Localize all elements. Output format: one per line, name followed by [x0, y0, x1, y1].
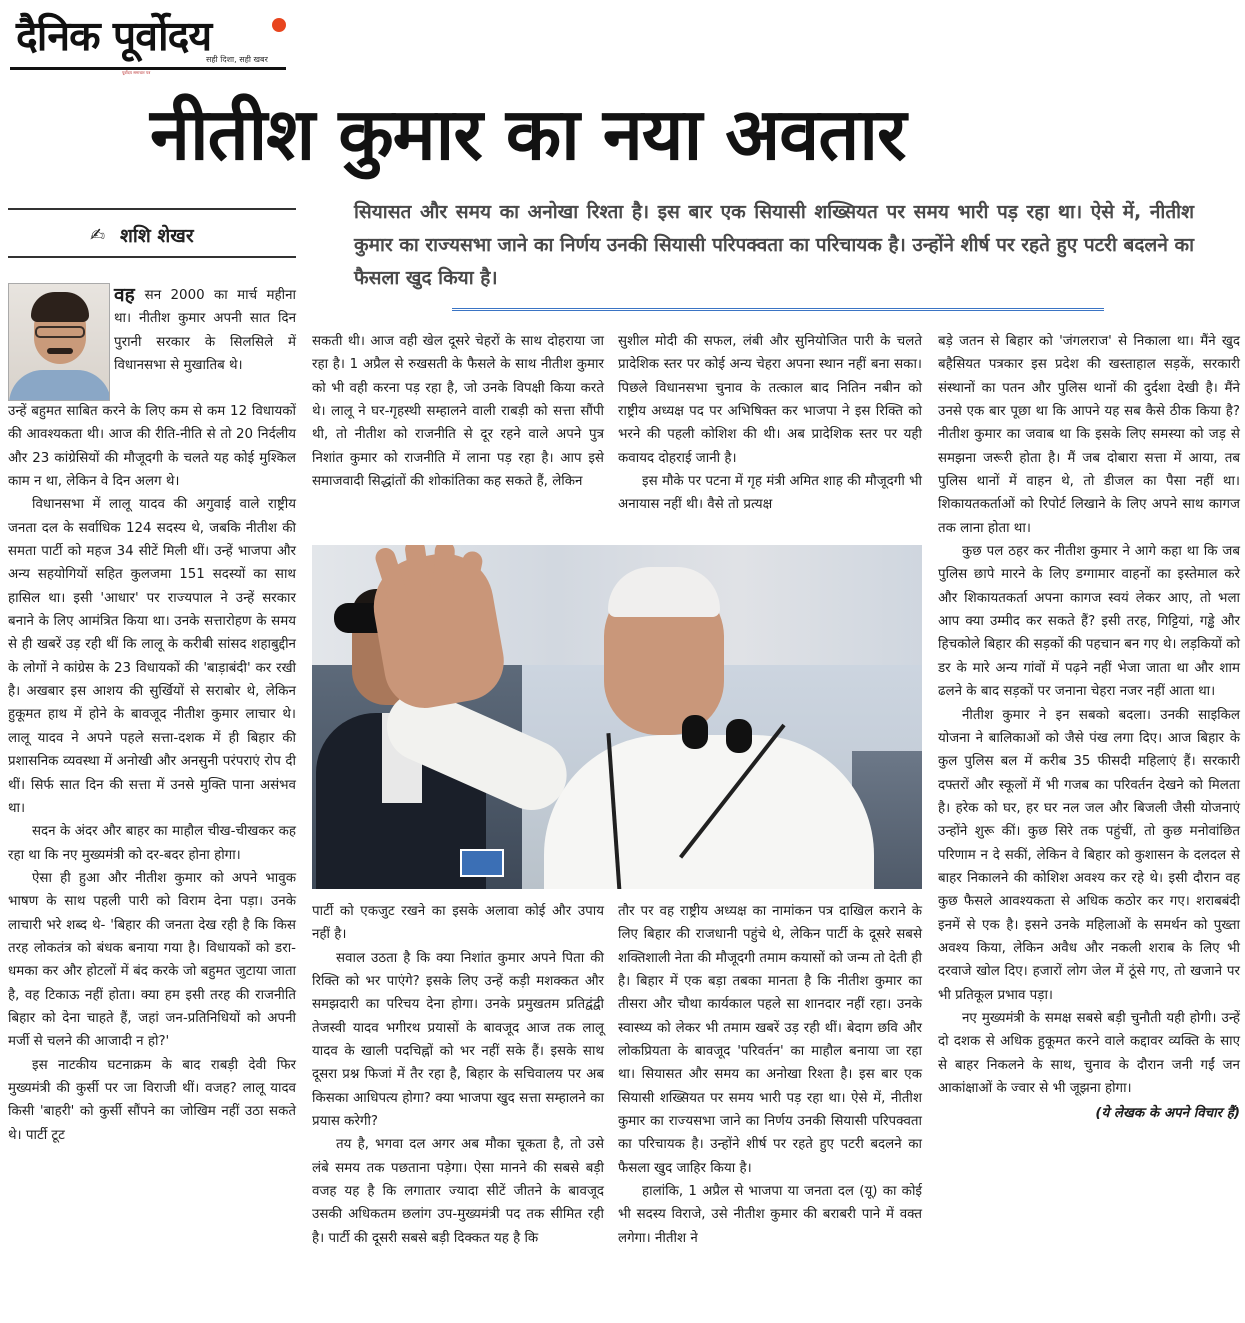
paragraph: तय है, भगवा दल अगर अब मौका चूकता है, तो उसे लंबे समय तक पछताना पड़ेगा। ऐसा मानने की सबसे बड़ी वजह यह है कि लगातार ज्यादा सीटें जीतने के बावजूद उसकी अधिकतम छलांग उप-मुख्यमंत्री पद तक सीमित रही है। पार्टी की दूसरी सबसे बड़ी दिक्कत यह है कि: [312, 1137, 604, 1246]
column-1-lead: [114, 284, 296, 377]
masthead: [10, 8, 286, 74]
paragraph: सदन के अंदर और बाहर का माहौल चीख-चीखकर कह रहा था कि नए मुख्यमंत्री को दर-बदर होना होगा।: [8, 824, 296, 863]
paragraph: विधानसभा में लालू यादव की अगुवाई वाले राष्ट्रीय जनता दल के सर्वाधिक 124 सदस्य थे, जबकि नीतीश की समता पार्टी को महज 34 सीटें मिली थीं। उन्हें भाजपा और अन्य सहयोगियों सहित कुलजमा 151 सदस्यों का साथ हासिल था। इसी 'आधार' पर राज्यपाल ने उन्हें सरकार बनाने के लिए आमंत्रित किया था। उनके सत्तारोहण के समय से ही खबरें उड़ रही थीं कि लालू के करीबी सांसद शहाबुद्दीन के लोगों ने कांग्रेस के 23 विधायकों की 'बाड़ाबंदी' कर रखी है। अखबार इस आशय की सुर्खियों से सराबोर थे, लेकिन हुकूमत हाथ में होने के बावजूद नीतीश कुमार लाचार थे। लालू यादव ने अपने पहले सत्ता-दशक में ही बिहार की प्रशासनिक व्यवस्था में अनोखी और अनसुनी परंपराएं रोप दी थीं। सिर्फ सात दिन की सत्ता में उनसे मुक्ति पाना असंभव था।: [8, 497, 296, 816]
paragraph: उन्हें बहुमत साबित करने के लिए कम से कम 12 विधायकों की आवश्यकता थी। आज की रीति-नीति से तो 20 निर्दलीय और 23 कांग्रेसियों की मौजूदगी के चलते यह कोई मुश्किल काम न था, लेकिन वे दिन अलग थे।: [8, 404, 296, 490]
paragraph: नीतीश कुमार ने इन सबको बदला। उनकी साइकिल योजना ने बालिकाओं को जैसे पंख लगा दिए। आज बिहार के कुल पुलिस बल में करीब 35 फीसदी महिलाएं हैं। सरकारी दफ्तरों और स्कूलों में भी गजब का परिवर्तन देखने को मिलता है। हरेक को घर, हर घर नल जल और बिजली जैसी योजनाएं उन्होंने शुरू कीं। कुछ सिरे तक पहुंचीं, तो कुछ मनोवांछित परिणाम न दे सकीं, लेकिन वे बिहार को कुशासन के दलदल से बाहर निकालने की कोशिश अवश्य कर रहे थे। इसी दौरान वह कुछ फैसले आवश्यकता से अधिक कठोर कर गए। शराबबंदी इनमें से एक है। इसने उनके महिलाओं के समर्थन को पुख्ता अवश्य किया, लेकिन अवैध और नकली शराब के लिए भी दरवाजे खोल दिए। हजारों लोग जेल में ठूंसे गए, तो खजाने पर भी प्रतिकूल प्रभाव पड़ा।: [938, 707, 1240, 1003]
lead-word: वह: [114, 284, 135, 306]
headline: नीतीश कुमार का नया अवतार: [150, 92, 906, 176]
standfirst-rule: [452, 308, 1104, 311]
paragraph: इस नाटकीय घटनाक्रम के बाद राबड़ी देवी फिर मुख्यमंत्री की कुर्सी पर जा विराजी थीं। वजह? लालू यादव किसी 'बाहरी' को कुर्सी सौंपने का जोखिम नहीं उठा सकते थे। पार्टी टूट: [8, 1057, 296, 1143]
photo-microphone: [726, 719, 752, 753]
photo-microphone: [682, 715, 708, 749]
paragraph: इस मौके पर पटना में गृह मंत्री अमित शाह की मौजूदगी भी अनायास नहीं थी। वैसे तो प्रत्यक्ष: [618, 474, 922, 513]
newspaper-tagline: सही दिशा, सही खबर: [206, 55, 268, 64]
paragraph: ऐसा ही हुआ और नीतीश कुमार को अपने भावुक भाषण के साथ पहली पारी को विराम देना पड़ा। उनके लाचारी भरे शब्द थे- 'बिहार की जनता देख रही है कि किस तरह लोकतंत्र को बंधक बनाया गया है। विधायकों को डरा-धमका कर और होटलों में बंद करके जो बहुमत जुटाया जाता है, वह टिकाऊ नहीं होता। क्या हम इसी तरह की राजनीति बिहार को देना चाहते हैं, जहां जन-प्रतिनिधियों को अपनी मर्जी से चलने की आजादी न हो?': [8, 870, 296, 1050]
paragraph: सकती थी। आज वही खेल दूसरे चेहरों के साथ दोहराया जा रहा है। 1 अप्रैल से रुखसती के फैसले के साथ नीतीश कुमार को भी वही करना पड़ रहा है, जो उनके विपक्षी किया करते थे। लालू ने घर-गृहस्थी सम्हालने वाली राबड़ी को सत्ता सौंपी थी, तो नीतीश को राजनीति से दूर रहने वाले अपने पुत्र निशांत कुमार को राजनीति में लाना पड़ रहा है। आप इसे समाजवादी सिद्धांतों की शोकांतिका कह सकते हैं, लेकिन: [312, 334, 604, 490]
author-mustache: [47, 348, 73, 354]
paragraph: कुछ पल ठहर कर नीतीश कुमार ने आगे कहा था कि जब पुलिस छापे मारने के लिए डग्गामार वाहनों का इस्तेमाल करे और शिकायतकर्ता अपना कागज स्वयं लेकर आए, तो भला आप क्या उम्मीद कर सकते हैं? इसी तरह, गिट्टियां, गड्ढे और हिचकोले बिहार की सड़कों की पहचान बन गए थे। लड़कियों को डर के मारे अन्य गांवों में पढ़ने नहीं भेजा जाता था और शाम ढलने के बाद सड़कों पर जनाना चेहरा नजर नहीं आता था।: [938, 544, 1240, 700]
paragraph: सुशील मोदी की सफल, लंबी और सुनियोजित पारी के चलते प्रादेशिक स्तर पर कोई अन्य चेहरा अपना स्थान नहीं बना सका। पिछले विधानसभा चुनाव के तत्काल बाद नितिन नबीन को राष्ट्रीय अध्यक्ष पद पर अभिषिक्त कर भाजपा ने इस रिक्ति को भरने की पहली कोशिश की थी। अब प्रादेशिक स्तर पर यही कवायद दोहराई जानी है।: [618, 334, 922, 466]
lead-paragraph: [114, 284, 296, 377]
paragraph: सवाल उठता है कि क्या निशांत कुमार अपने पिता की रिक्ति को भर पाएंगे? इसके लिए उन्हें कड़ी मशक्कत और समझदारी का परिचय देना होगा। उनके प्रमुखतम प्रतिद्वंद्वी तेजस्वी यादव भगीरथ प्रयासों के बावजूद आज तक लालू यादव के खाली पदचिह्नों को भर नहीं सके हैं। इसके साथ दूसरा प्रश्न फिजां में तैर रहा है, बिहार के सचिवालय पर अब किसका आधिपत्य होगा? क्या भाजपा खुद सत्ता सम्हालने का प्रयास करेगी?: [312, 950, 604, 1130]
lead-text: सन 2000 का मार्च महीना था। नीतीश कुमार अपनी सात दिन पुरानी सरकार के सिलसिले में विधानसभा से मुखातिब थे।: [114, 288, 296, 374]
column-2-bottom: [312, 900, 604, 1250]
paragraph: पार्टी को एकजुट रखने का इसके अलावा कोई और उपाय नहीं है।: [312, 904, 604, 943]
paragraph: बड़े जतन से बिहार को 'जंगलराज' से निकाला था। मैंने खुद बहैसियत पत्रकार इस प्रदेश की खस्ताहाल सड़कें, सरकारी संस्थानों का पतन और पुलिस थानों की दुर्दशा देखी है। मैंने उनसे एक बार पूछा था कि आपने यह सब कैसे ठीक किया है? नीतीश कुमार का जवाब था कि इसके लिए समस्या को जड़ से समझना जरूरी होता है। मैं जब दोबारा सत्ता में आया, तब पुलिस थानों में वाहन थे, तो डीजल का पैसा नहीं था। शिकायतकर्ताओं को रिपोर्ट लिखाने के लिए अपने साथ कागज तक लाना होता था।: [938, 334, 1240, 536]
closing-note: (ये लेखक के अपने विचार हैं): [1095, 1106, 1240, 1122]
column-3-bottom: [618, 900, 922, 1250]
photo-badge: [460, 849, 504, 877]
paragraph: नए मुख्यमंत्री के समक्ष सबसे बड़ी चुनौती यही होगी। उन्हें दो दशक से अधिक हुकूमत करने वाले कद्दावर व्यक्ति के साए से बाहर निकलने के साथ, चुनाव के दौरान जनी गईं जन आकांक्षाओं के ज्वार से भी जूझना होगा।: [938, 1010, 1240, 1096]
column-3-top: [618, 330, 922, 517]
logo-dot: [272, 18, 286, 32]
main-photo: [312, 545, 922, 889]
photo-speaker-body: [544, 735, 874, 889]
masthead-fine-print: पूर्वोदय समाचार पत्र: [122, 70, 151, 75]
paragraph: हालांकि, 1 अप्रैल से भाजपा या जनता दल (यू) का कोई भी सदस्य विराजे, उसे नीतीश कुमार की बराबरी पाने में वक्त लगेगा। नीतीश ने: [618, 1184, 922, 1246]
newspaper-logo: दैनिक पूर्वोदय: [16, 12, 212, 60]
byline: [8, 208, 296, 258]
standfirst: सियासत और समय का अनोखा रिश्ता है। इस बार एक सियासी शख्सियत पर समय भारी पड़ रहा था। ऐसे में, नीतीश कुमार का राज्यसभा जाने का निर्णय उनकी सियासी परिपक्वता का परिचायक है। उन्होंने शीर्ष पर रहते हुए पटरी बदलने का फैसला खुद किया है।: [354, 201, 1194, 289]
author-name: शशि शेखर: [120, 225, 194, 247]
pen-icon: ✍: [90, 225, 106, 246]
paragraph: तौर पर वह राष्ट्रीय अध्यक्ष का नामांकन पत्र दाखिल कराने के लिए बिहार की राजधानी पहुंचे थे, लेकिन पार्टी के दूसरे सबसे शक्तिशाली नेता की मौजूदगी तमाम कयासों को जन्म तो देती ही है। बिहार में एक बड़ा तबका मानता है कि नीतीश कुमार का तीसरा और चौथा कार्यकाल पहले सा शानदार नहीं रहा। उनके स्वास्थ्य को लेकर भी तमाम खबरें उड़ रही थीं। बेदाग छवि और लोकप्रियता के बावजूद 'परिवर्तन' का माहौल बनाया जा रहा था। सियासत और समय का अनोखा रिश्ता है। इस बार एक सियासी शख्सियत पर समय भारी पड़ रहा था। ऐसे में, नीतीश कुमार का राज्यसभा जाने का निर्णय उनकी सियासी परिपक्वता का परिचायक है। उन्होंने शीर्ष पर रहते हुए पटरी बदलने का फैसला खुद जाहिर किया है।: [618, 904, 922, 1176]
author-hair: [31, 292, 89, 322]
author-shirt: [9, 370, 110, 401]
photo-finger: [433, 545, 455, 603]
column-2-top: [312, 330, 604, 493]
author-glasses: [35, 326, 85, 338]
column-1: [8, 400, 296, 1147]
author-photo: [8, 283, 110, 401]
column-4: [938, 330, 1240, 1126]
